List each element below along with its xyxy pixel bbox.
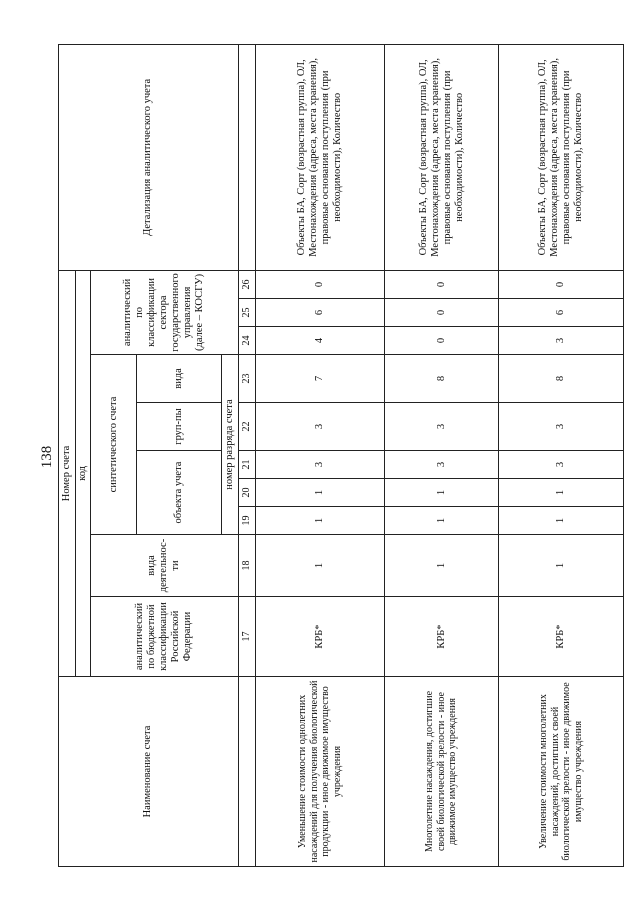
row-k26: 0 [385,270,499,298]
header-code: код [75,270,91,676]
header-analytic-bk: аналитический по бюджетной классификации Российской Федерации [91,597,238,677]
row-name: Уменьшение стоимости однолетних насаждений для получения биологической продукции - иное движимое имущество учреждения [256,677,385,867]
row-c21: 3 [256,451,385,479]
row-k24: 3 [499,327,624,355]
row-c20: 1 [256,479,385,507]
colnum-empty [238,677,256,867]
colnum-detail-empty [238,44,256,270]
row-detail: Объекты БА, Сорт (возрастная группа), ОЛ, Местонахождения (адреса, места хранения), правовые основания поступления (при необходимости), Количество [385,44,499,270]
row-name: Увеличение стоимости многолетних насаждений, достигших своей биологической зрелости - иное движимое имущество учреждения [499,677,624,867]
table-row [256,44,385,866]
row-group: 3 [499,403,624,451]
row-k26: 0 [499,270,624,298]
row-name: Многолетние насаждения, достигшие своей биологической зрелости - иное движимое имущество учреждения [385,677,499,867]
row-c21: 3 [385,451,499,479]
colnum-20: 20 [238,479,256,507]
row-c19: 1 [256,507,385,535]
colnum-17: 17 [238,597,256,677]
row-group: 3 [385,403,499,451]
row-k24: 4 [256,327,385,355]
colnum-24: 24 [238,327,256,355]
row-detail: Объекты БА, Сорт (возрастная группа), ОЛ, Местонахождения (адреса, места хранения), правовые основания поступления (при необходимости), Количество [499,44,624,270]
header-synthetic: синтетического счета [91,355,137,535]
row-kind: 8 [499,355,624,403]
header-digit-number: номер разряда счета [222,355,239,535]
colnum-18: 18 [238,535,256,597]
row-k25: 0 [385,299,499,327]
row-c19: 1 [499,507,624,535]
row-group: 3 [256,403,385,451]
table-row [385,44,499,866]
colnum-21: 21 [238,451,256,479]
row-bk: КРБ* [385,597,499,677]
colnum-26: 26 [238,270,256,298]
rotated-table-container [58,45,624,867]
page-number-text: 138 [39,445,55,469]
colnum-25: 25 [238,299,256,327]
header-account-number: Номер счета [59,270,76,676]
row-c20: 1 [499,479,624,507]
row-bk: КРБ* [256,597,385,677]
row-detail: Объекты БА, Сорт (возрастная группа), ОЛ, Местонахождения (адреса, места хранения), правовые основания поступления (при необходимости), Количество [256,44,385,270]
header-group: груп-пы [136,403,221,451]
colnum-22: 22 [238,403,256,451]
row-bk: КРБ* [499,597,624,677]
header-analytic-kosgu: аналитический по классификации сектора государственного управления (далее – КОСГУ) [91,270,238,354]
row-c19: 1 [385,507,499,535]
row-k26: 0 [256,270,385,298]
row-k25: 6 [499,299,624,327]
row-activity: 1 [499,535,624,597]
row-kind: 7 [256,355,385,403]
row-k24: 0 [385,327,499,355]
colnum-23: 23 [238,355,256,403]
colnum-19: 19 [238,507,256,535]
row-k25: 6 [256,299,385,327]
table-row [499,44,624,866]
row-kind: 8 [385,355,499,403]
header-detail: Детализация аналитического учета [59,44,239,270]
header-object: объекта учета [136,451,221,535]
accounts-table [58,44,624,867]
row-activity: 1 [256,535,385,597]
row-c21: 3 [499,451,624,479]
header-activity-type: вида деятельнос-ти [91,535,238,597]
header-name: Наименование счета [59,677,239,867]
row-c20: 1 [385,479,499,507]
header-kind: вида [136,355,221,403]
row-activity: 1 [385,535,499,597]
